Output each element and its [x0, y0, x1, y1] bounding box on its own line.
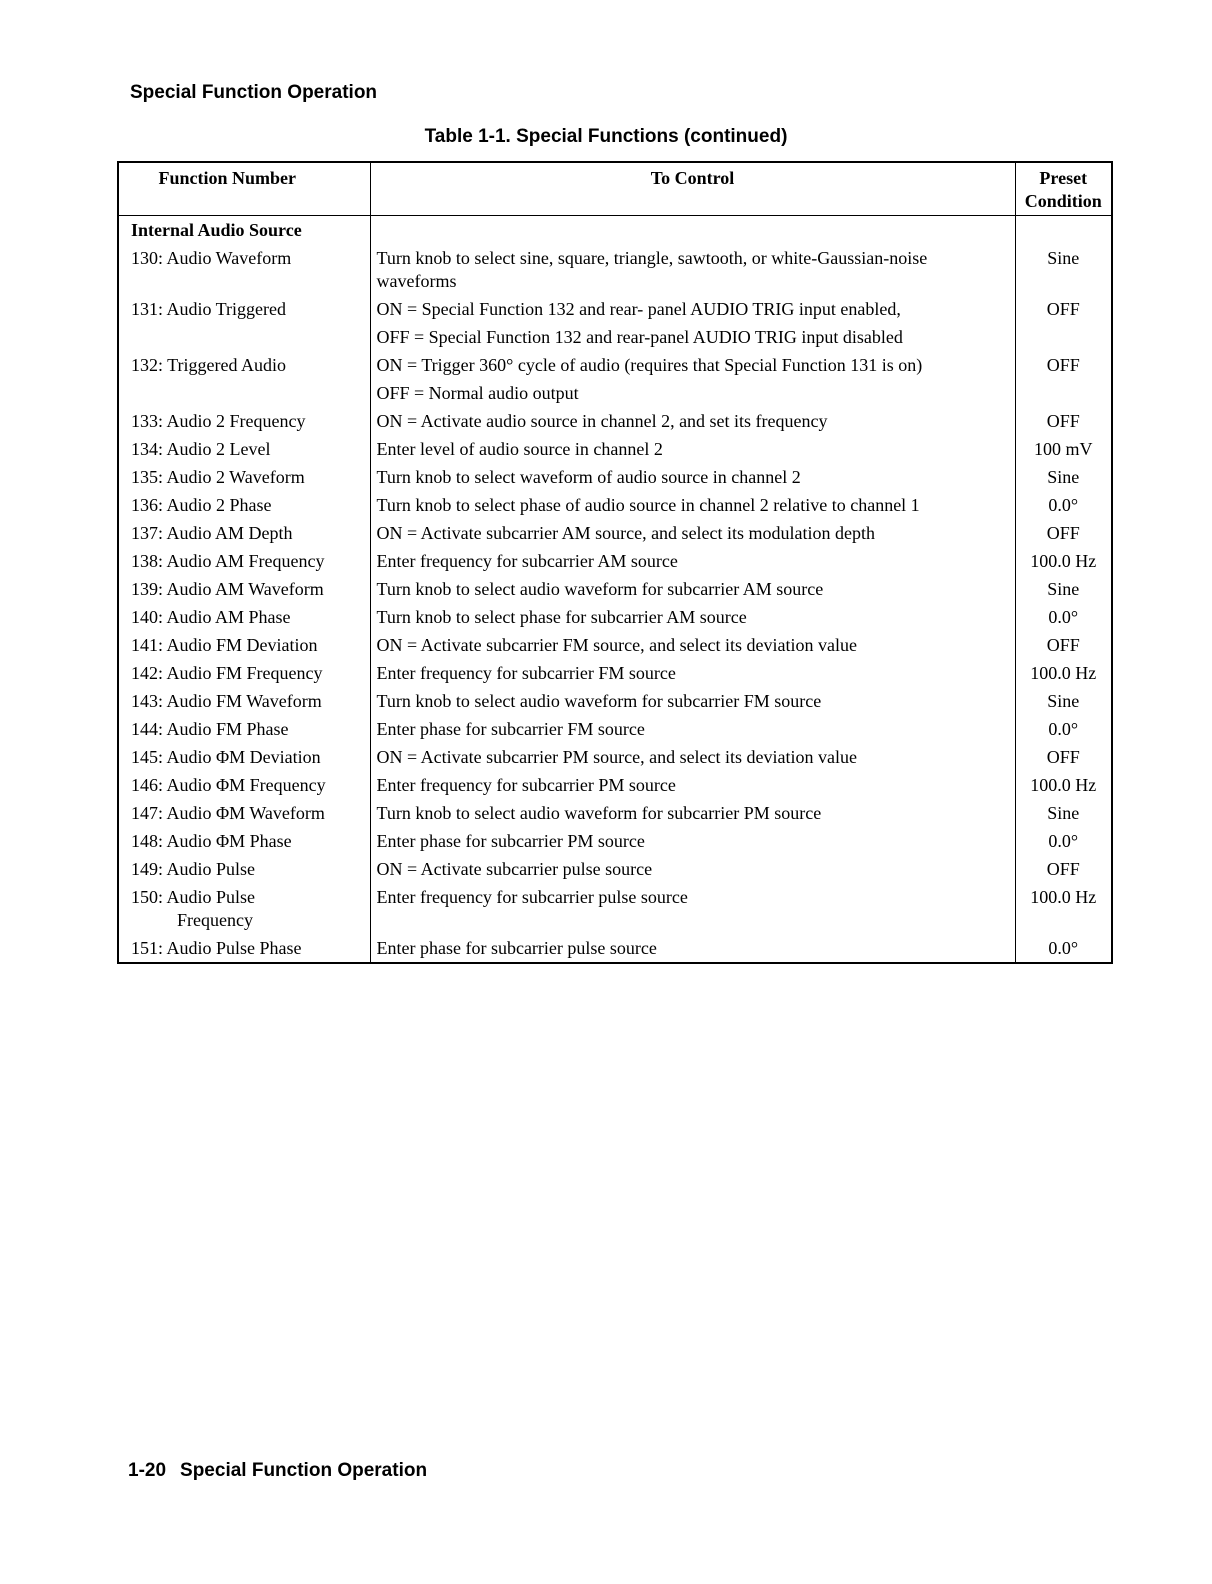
table-row — [118, 883, 1112, 934]
control-description: ON = Special Function 132 and rear- panel AUDIO TRIG input enabled, — [370, 295, 1015, 323]
table-row — [118, 659, 1112, 687]
preset-condition: OFF — [1046, 746, 1080, 767]
preset-condition — [1015, 323, 1112, 351]
control-description: ON = Activate subcarrier FM source, and select its deviation value — [370, 631, 1015, 659]
function-number: 135: Audio 2 Waveform — [131, 466, 305, 487]
function-number: 141: Audio FM Deviation — [131, 634, 318, 655]
control-description: Enter frequency for subcarrier PM source — [370, 771, 1015, 799]
table-row — [118, 715, 1112, 743]
table-row — [118, 575, 1112, 603]
function-number-continued: Frequency — [177, 909, 253, 930]
function-number-cell — [118, 407, 370, 435]
function-number: 139: Audio AM Waveform — [131, 578, 324, 599]
table-row — [118, 351, 1112, 379]
function-number-cell — [118, 687, 370, 715]
preset-condition: 100.0 Hz — [1030, 886, 1097, 907]
preset-condition: 100.0 Hz — [1030, 550, 1097, 571]
control-description: Turn knob to select phase of audio source in channel 2 relative to channel 1 — [370, 491, 1015, 519]
group-row — [118, 216, 1112, 245]
table-header-row — [118, 162, 1112, 216]
control-description: Turn knob to select audio waveform for subcarrier FM source — [370, 687, 1015, 715]
header-to-control: To Control — [370, 162, 1015, 216]
control-description: Enter level of audio source in channel 2 — [370, 435, 1015, 463]
control-description: OFF = Normal audio output — [370, 379, 1015, 407]
function-number-cell — [118, 659, 370, 687]
function-number: 133: Audio 2 Frequency — [131, 410, 306, 431]
special-functions-table — [117, 161, 1113, 964]
preset-condition: 0.0° — [1048, 494, 1079, 515]
function-number: 136: Audio 2 Phase — [131, 494, 272, 515]
table-row — [118, 244, 1112, 295]
control-description: Turn knob to select waveform of audio source in channel 2 — [370, 463, 1015, 491]
function-number: 150: Audio Pulse — [131, 886, 256, 907]
table-row — [118, 435, 1112, 463]
preset-condition: Sine — [1047, 802, 1080, 823]
header-function-number: Function Number — [118, 162, 370, 216]
preset-condition: 0.0° — [1048, 718, 1079, 739]
table-row — [118, 799, 1112, 827]
function-number-cell — [118, 855, 370, 883]
control-description: Turn knob to select phase for subcarrier AM source — [370, 603, 1015, 631]
function-number-cell — [118, 883, 370, 934]
preset-condition: Sine — [1047, 690, 1080, 711]
table-row — [118, 295, 1112, 323]
table-row — [118, 463, 1112, 491]
table-row — [118, 934, 1112, 963]
function-number-cell — [118, 379, 370, 407]
control-description: ON = Activate subcarrier AM source, and select its modulation depth — [370, 519, 1015, 547]
function-number-cell — [118, 827, 370, 855]
page-footer — [128, 1460, 427, 1482]
function-number: 144: Audio FM Phase — [131, 718, 289, 739]
control-description: Enter frequency for subcarrier pulse source — [370, 883, 1015, 934]
preset-condition: OFF — [1046, 354, 1080, 375]
function-number: 142: Audio FM Frequency — [131, 662, 323, 683]
table-row — [118, 855, 1112, 883]
preset-condition: 0.0° — [1048, 937, 1079, 958]
table-row — [118, 491, 1112, 519]
preset-condition: 100 mV — [1034, 438, 1093, 459]
control-description: Turn knob to select audio waveform for subcarrier AM source — [370, 575, 1015, 603]
table-row — [118, 407, 1112, 435]
function-number-cell — [118, 603, 370, 631]
function-number: 149: Audio Pulse — [131, 858, 256, 879]
table-row — [118, 519, 1112, 547]
control-description: Enter phase for subcarrier FM source — [370, 715, 1015, 743]
function-number: 137: Audio AM Depth — [131, 522, 293, 543]
header-preset-line1: Preset — [1039, 168, 1088, 188]
function-number-cell — [118, 743, 370, 771]
function-number: 147: Audio ΦM Waveform — [131, 802, 325, 823]
control-description: Enter frequency for subcarrier AM source — [370, 547, 1015, 575]
function-number-cell — [118, 575, 370, 603]
function-number-cell — [118, 631, 370, 659]
function-number-cell — [118, 547, 370, 575]
control-description: Turn knob to select audio waveform for subcarrier PM source — [370, 799, 1015, 827]
function-number-cell — [118, 295, 370, 323]
function-number-cell — [118, 463, 370, 491]
control-description: ON = Activate audio source in channel 2, and set its frequency — [370, 407, 1015, 435]
table-row — [118, 547, 1112, 575]
control-description: ON = Activate subcarrier pulse source — [370, 855, 1015, 883]
table-row — [118, 743, 1112, 771]
function-number-cell — [118, 934, 370, 963]
function-number-cell — [118, 351, 370, 379]
control-description: Enter phase for subcarrier pulse source — [370, 934, 1015, 963]
header-preset-condition — [1015, 162, 1112, 216]
function-number: 140: Audio AM Phase — [131, 606, 291, 627]
table-row — [118, 631, 1112, 659]
preset-condition: OFF — [1046, 858, 1080, 879]
function-number-cell — [118, 715, 370, 743]
table-row — [118, 827, 1112, 855]
preset-condition: Sine — [1047, 247, 1080, 268]
table-row — [118, 771, 1112, 799]
function-number: 138: Audio AM Frequency — [131, 550, 325, 571]
function-number-cell — [118, 491, 370, 519]
preset-condition: OFF — [1046, 298, 1080, 319]
control-description: Enter frequency for subcarrier FM source — [370, 659, 1015, 687]
section-heading: Special Function Operation — [130, 82, 378, 103]
preset-condition: 100.0 Hz — [1030, 774, 1097, 795]
table-title: Table 1-1. Special Functions (continued) — [424, 126, 788, 147]
page-number: 1-20 — [128, 1460, 167, 1481]
table-row — [118, 603, 1112, 631]
header-preset-line2: Condition — [1024, 191, 1102, 211]
function-number-cell — [118, 435, 370, 463]
function-number: 134: Audio 2 Level — [131, 438, 271, 459]
control-description: ON = Trigger 360° cycle of audio (requires that Special Function 131 is on) — [370, 351, 1015, 379]
function-number-cell — [118, 799, 370, 827]
function-number: 143: Audio FM Waveform — [131, 690, 322, 711]
function-number: 148: Audio ΦM Phase — [131, 830, 292, 851]
preset-condition: Sine — [1047, 578, 1080, 599]
function-number: 130: Audio Waveform — [131, 247, 292, 268]
control-description: Turn knob to select sine, square, triangle, sawtooth, or white-Gaussian-noise waveforms — [370, 244, 1015, 295]
preset-condition: 0.0° — [1048, 606, 1079, 627]
function-number: 132: Triggered Audio — [131, 354, 287, 375]
footer-section: Special Function Operation — [180, 1460, 428, 1481]
function-number: 151: Audio Pulse Phase — [131, 937, 302, 958]
preset-condition: 100.0 Hz — [1030, 662, 1097, 683]
control-description: OFF = Special Function 132 and rear-panel AUDIO TRIG input disabled — [370, 323, 1015, 351]
function-number: 145: Audio ΦM Deviation — [131, 746, 321, 767]
table-row — [118, 323, 1112, 351]
preset-condition: Sine — [1047, 466, 1080, 487]
control-description: Enter phase for subcarrier PM source — [370, 827, 1015, 855]
control-description: ON = Activate subcarrier PM source, and select its deviation value — [370, 743, 1015, 771]
preset-condition: OFF — [1046, 634, 1080, 655]
preset-condition: OFF — [1046, 522, 1080, 543]
table-row — [118, 379, 1112, 407]
preset-condition: OFF — [1046, 410, 1080, 431]
table-row — [118, 687, 1112, 715]
preset-condition: 0.0° — [1048, 830, 1079, 851]
function-number: 131: Audio Triggered — [131, 298, 287, 319]
function-number-cell — [118, 519, 370, 547]
function-number-cell — [118, 771, 370, 799]
group-label: Internal Audio Source — [118, 216, 370, 245]
function-number-cell — [118, 244, 370, 295]
preset-condition — [1015, 379, 1112, 407]
function-number-cell — [118, 323, 370, 351]
function-number: 146: Audio ΦM Frequency — [131, 774, 326, 795]
